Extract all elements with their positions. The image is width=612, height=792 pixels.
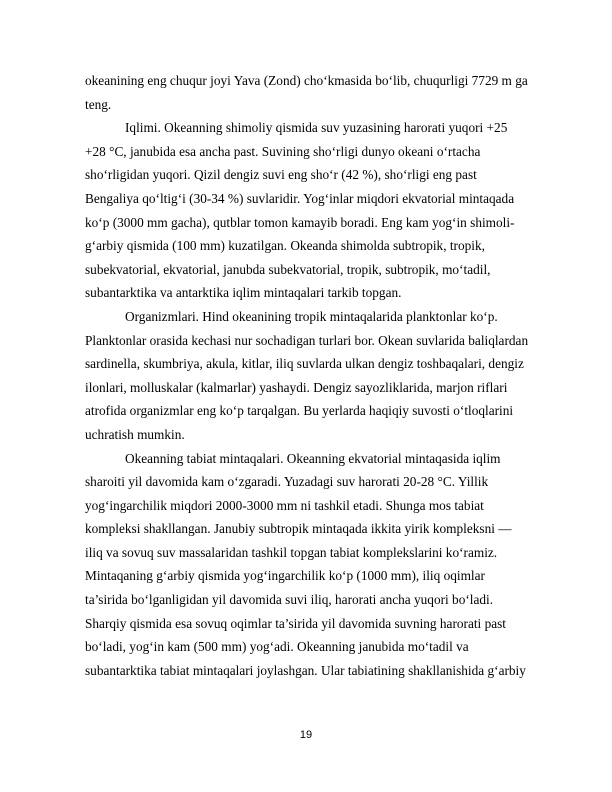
text-line: Sharqiy qismida esa sovuq oqimlar ta’sirida yil davomida suvning harorati past xyxy=(85,615,506,631)
text-line: subantarktika tabiat mintaqalari joylashgan. Ular tabiatining shakllanishida g‘arbiy xyxy=(85,662,526,678)
text-line: sho‘rligidan yuqori. Qizil dengiz suvi eng sho‘r (42 %), sho‘rligi eng past xyxy=(85,167,477,183)
paragraph-start-organizmlari: Organizmlari. Hind okeanining tropik mintaqalarida planktonlar ko‘p. xyxy=(125,308,498,324)
paragraph-start-iqlimi: Iqlimi. Okeanning shimoliy qismida suv yuzasining harorati yuqori +25 xyxy=(125,120,508,136)
body-text xyxy=(85,69,531,682)
text-line: sardinella, skumbriya, akula, kitlar, iliq suvlarda ulkan dengiz toshbaqalari, dengiz xyxy=(85,356,524,372)
text-line: sharoiti yil davomida kam o‘zgaradi. Yuzadagi suv harorati 20-28 °C. Yillik xyxy=(85,474,489,490)
text-line: okeanining eng chuqur joyi Yava (Zond) cho‘kmasida bo‘lib, chuqurligi 7729 m ga xyxy=(85,73,528,88)
text-line: atrofida organizmlar eng ko‘p tarqalgan. Bu yerlarda haqiqiy suvosti o‘tloqlarini xyxy=(85,403,514,419)
text-line: g‘arbiy qismida (100 mm) kuzatilgan. Okeanda shimolda subtropik, tropik, xyxy=(85,238,485,254)
text-line: ta’sirida bo‘lganligidan yil davomida suvi iliq, harorati ancha yuqori bo‘ladi. xyxy=(85,592,494,608)
text-line: subantarktika va antarktika iqlim mintaqalari tarkib topgan. xyxy=(85,285,402,301)
text-line: Planktonlar orasida kechasi nur sochadigan turlari bor. Okean suvlarida baliqlardan xyxy=(85,332,529,348)
text-line: iliq va sovuq suv massalaridan tashkil topgan tabiat komplekslarini ko‘ramiz. xyxy=(85,544,498,560)
text-line: subekvatorial, ekvatorial, janubda subekvatorial, tropik, subtropik, mo‘tadil, xyxy=(85,261,491,277)
text-line: teng. xyxy=(85,96,112,112)
text-line: Bengaliya qo‘ltig‘i (30-34 %) suvlaridir. Yog‘inlar miqdori ekvatorial mintaqada xyxy=(85,190,515,206)
text-line: bo‘ladi, yog‘in kam (500 mm) yog‘adi. Okeanning janubida mo‘tadil va xyxy=(85,639,469,655)
paragraph-start-tabiat-mintaqalari: Okeanning tabiat mintaqalari. Okeanning ekvatorial mintaqasida iqlim xyxy=(125,450,501,466)
text-line: kompleksi shakllangan. Janubiy subtropik mintaqada ikkita yirik kompleksni — xyxy=(85,521,512,537)
text-line: uchratish mumkin. xyxy=(85,426,185,442)
text-line: yog‘ingarchilik miqdori 2000-3000 mm ni tashkil etadi. Shunga mos tabiat xyxy=(85,497,484,513)
text-line: ilonlari, molluskalar (kalmarlar) yashaydi. Dengiz sayozliklarida, marjon riflari xyxy=(85,379,508,395)
text-line: ko‘p (3000 mm gacha), qutblar tomon kamayib boradi. Eng kam yog‘in shimoli- xyxy=(85,214,515,230)
text-line: Mintaqaning g‘arbiy qismida yog‘ingarchilik ko‘p (1000 mm), iliq oqimlar xyxy=(85,568,485,584)
text-line: +28 °C, janubida esa ancha past. Suvining sho‘rligi dunyo okeani o‘rtacha xyxy=(85,143,481,159)
page-number: 19 xyxy=(299,729,313,741)
